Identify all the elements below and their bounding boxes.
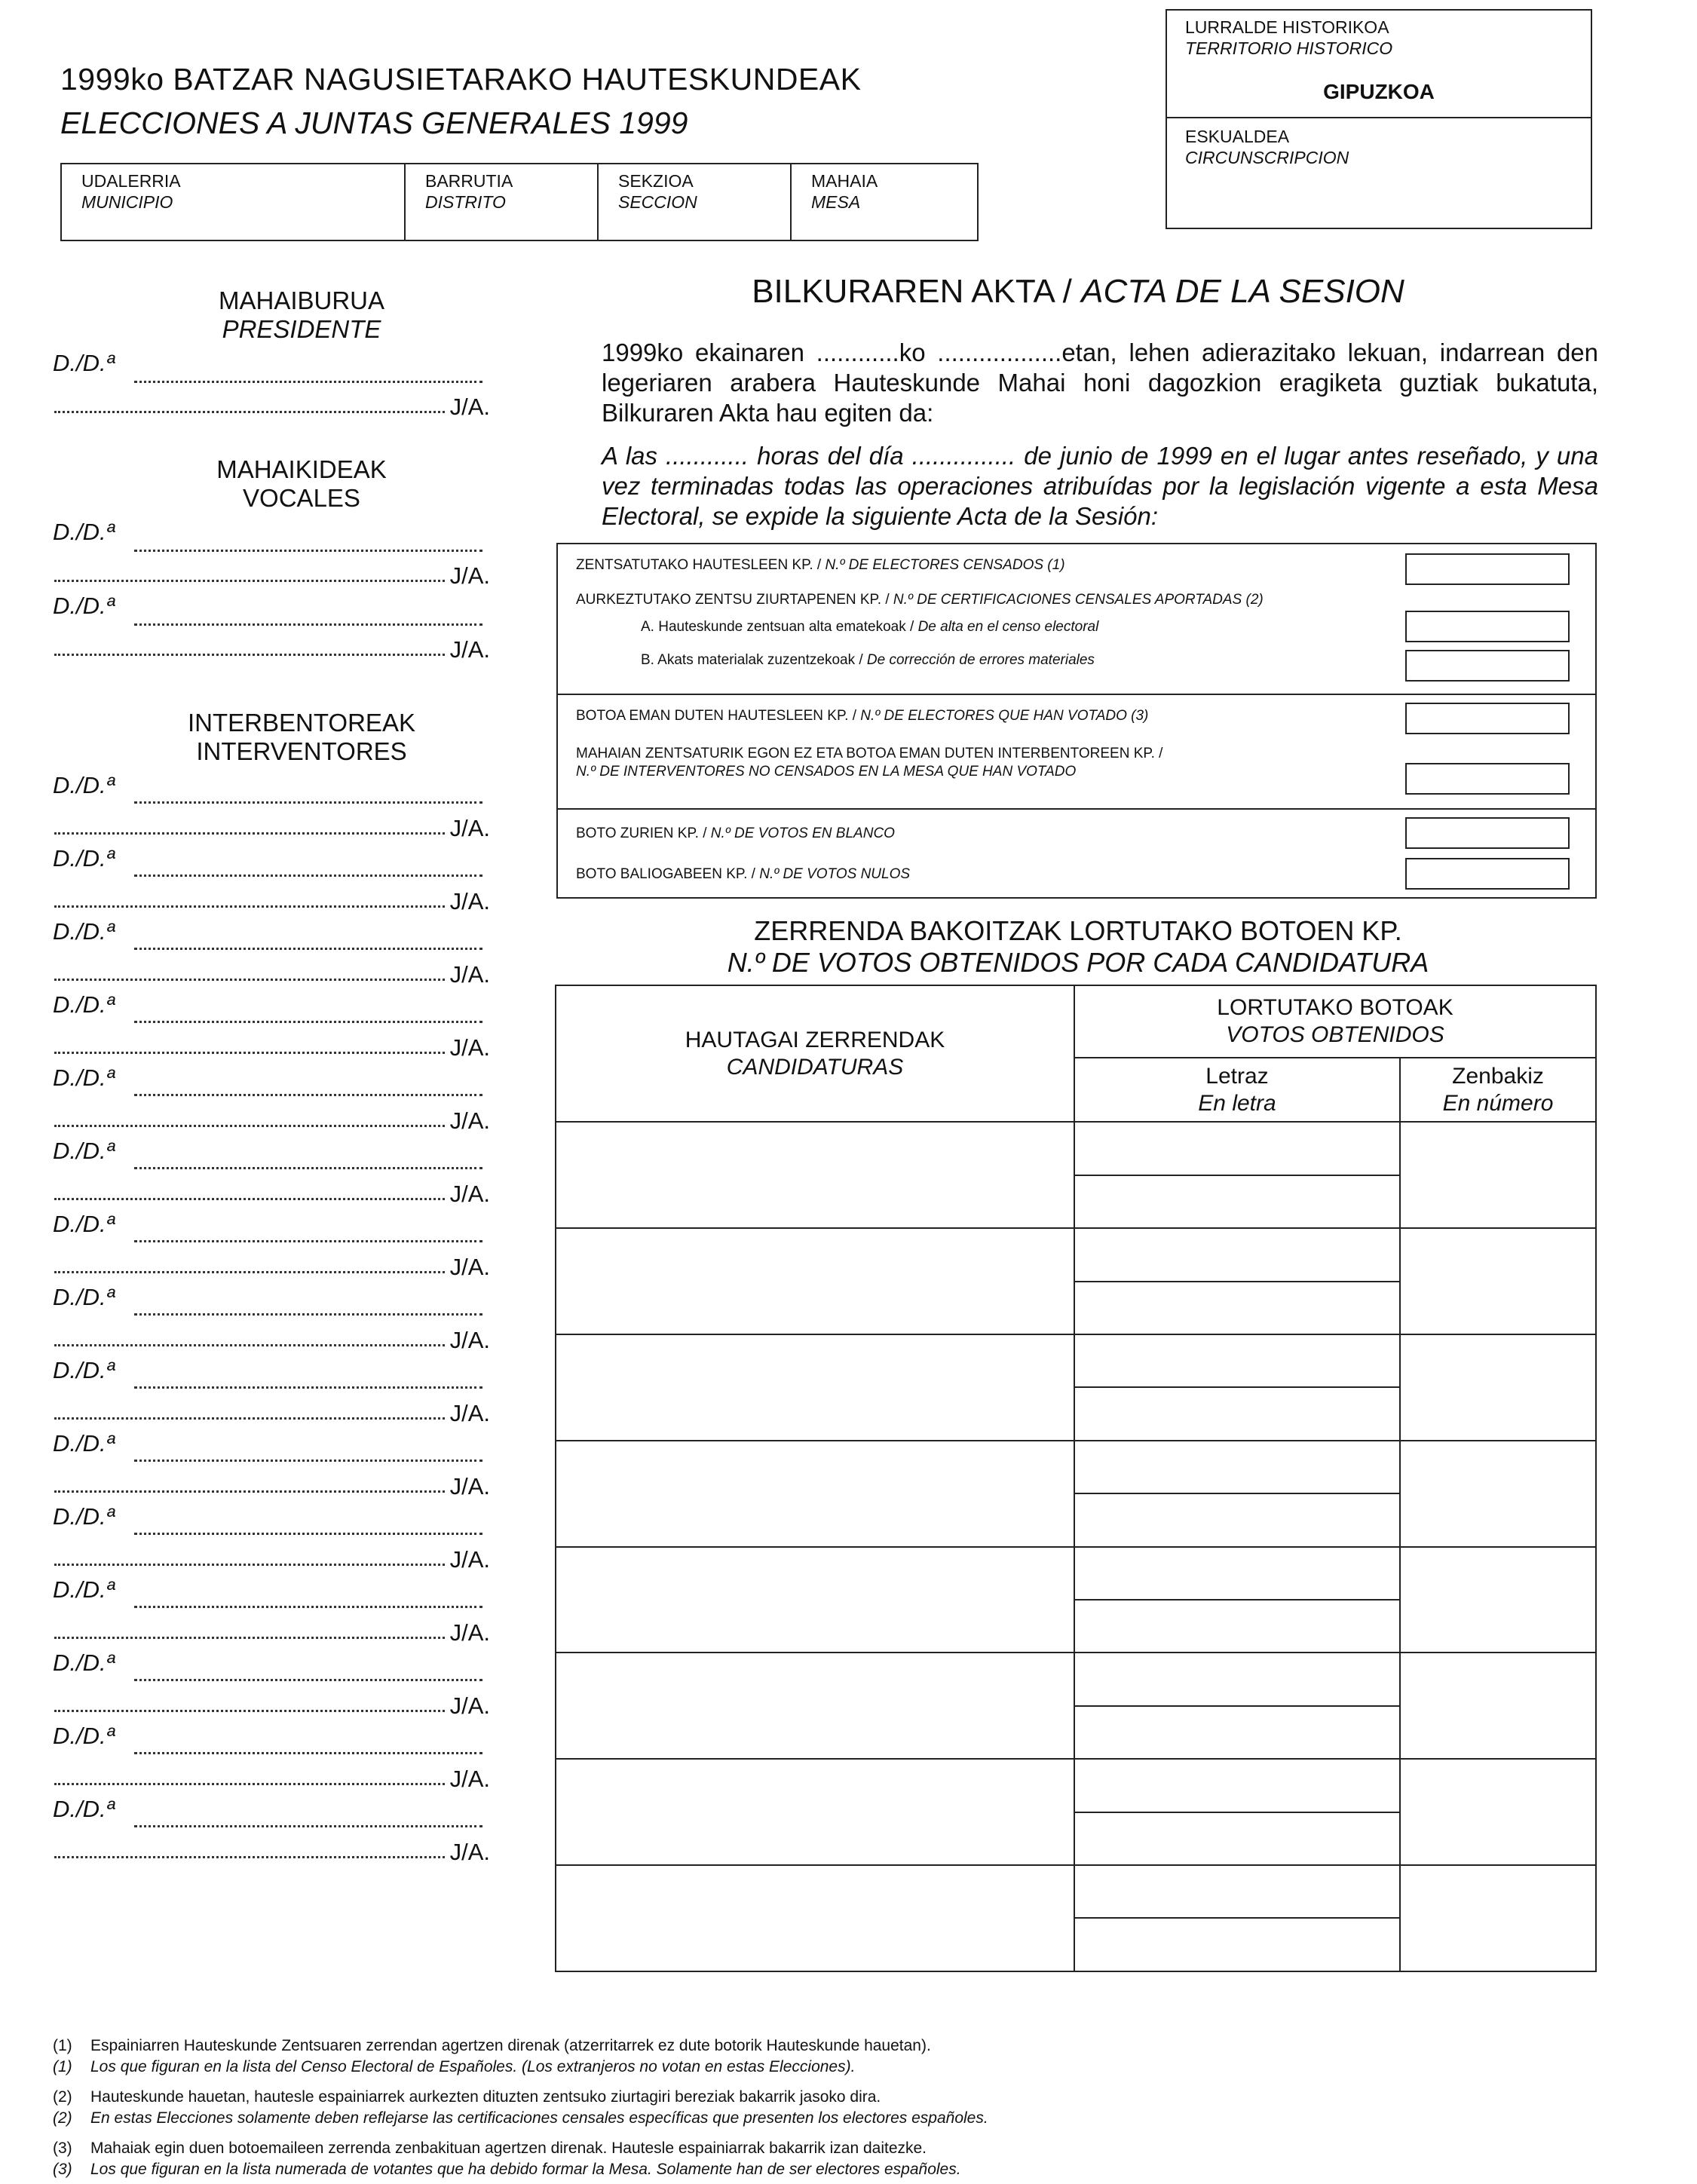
interventores-heading: INTERBENTOREAK INTERVENTORES: [188, 709, 415, 765]
territory-box: [1166, 9, 1592, 229]
signature-ja-line[interactable]: J/A.: [53, 1393, 490, 1427]
candidaturas-table: [555, 985, 1595, 1972]
footnote: (3) Mahaiak egin duen botoemaileen zerrenda zenbakituan agertzen direnak. Hautesle espainiarrak bakarrik izan daitezke.: [53, 2140, 927, 2157]
territory-value: GIPUZKOA: [1323, 80, 1435, 103]
candidatura-name-cell[interactable]: [556, 1865, 1074, 1971]
title-spanish: ELECCIONES A JUNTAS GENERALES 1999: [60, 106, 688, 140]
signature-ja-line[interactable]: J/A.: [53, 1174, 490, 1208]
votos-numero-cell[interactable]: [1400, 1547, 1596, 1653]
row-certificaciones: AURKEZTUTAKO ZENTSU ZIURTAPENEN KP. / N.º DE CERTIFICACIONES CENSALES APORTADAS (2): [576, 592, 1264, 608]
location-fields-table: [60, 163, 979, 241]
signature-name-line[interactable]: D./D.ª: [53, 915, 490, 954]
candidatura-name-cell[interactable]: [556, 1334, 1074, 1441]
signature-name-line[interactable]: D./D.ª: [53, 347, 490, 387]
footnote: (1) Los que figuran en la lista del Censo Electoral de Españoles. (Los extranjeros no votan en estas Elecciones).: [53, 2058, 856, 2075]
candidatura-name-cell[interactable]: [556, 1653, 1074, 1759]
field-circunscripcion[interactable]: ESKUALDEA CIRCUNSCRIPCION: [1185, 127, 1349, 167]
signature-name-line[interactable]: D./D.ª: [53, 1135, 490, 1174]
candidatura-name-cell[interactable]: [556, 1547, 1074, 1653]
signature-ja-line[interactable]: J/A.: [53, 1832, 490, 1866]
votos-letra-cell[interactable]: [1074, 1865, 1400, 1918]
signature-name-line[interactable]: D./D.ª: [53, 988, 490, 1028]
signature-name-line[interactable]: D./D.ª: [53, 1354, 490, 1393]
signature-name-line[interactable]: D./D.ª: [53, 1646, 490, 1686]
votos-letra-cell[interactable]: [1074, 1493, 1400, 1546]
blanco-input[interactable]: [1405, 817, 1570, 849]
votos-letra-cell[interactable]: [1074, 1441, 1400, 1493]
signature-name-line[interactable]: D./D.ª: [53, 842, 490, 881]
votos-letra-cell[interactable]: [1074, 1175, 1400, 1228]
votos-numero-cell[interactable]: [1400, 1228, 1596, 1334]
signature-ja-line[interactable]: J/A.: [53, 1320, 490, 1354]
signature-name-line[interactable]: D./D.ª: [53, 1281, 490, 1320]
signature-ja-line[interactable]: J/A.: [53, 1101, 490, 1135]
signature-name-line[interactable]: D./D.ª: [53, 1061, 490, 1101]
votos-letra-cell[interactable]: [1074, 1228, 1400, 1281]
signature-ja-line[interactable]: J/A.: [53, 1613, 490, 1646]
candidatura-name-cell[interactable]: [556, 1759, 1074, 1865]
row-cert-errores: B. Akats materialak zuzentzekoak / De corrección de errores materiales: [641, 652, 1095, 668]
signature-name-line[interactable]: D./D.ª: [53, 1208, 490, 1247]
signature-name-line[interactable]: D./D.ª: [53, 1573, 490, 1613]
row-cert-alta: A. Hauteskunde zentsuan alta ematekoak / De alta en el censo electoral: [641, 619, 1099, 635]
acta-title: BILKURAREN AKTA / ACTA DE LA SESION: [752, 273, 1404, 310]
signature-name-line[interactable]: D./D.ª: [53, 1500, 490, 1539]
acta-paragraph-spanish: A las ............ horas del día ............... de junio de 1999 en el lugar antes reseñado, y una vez terminadas todas las operaciones atribuídas por la legislación vigente a esta Mesa Electoral, se expide la siguiente Acta de la Sesión:: [602, 442, 1598, 530]
signature-column: [53, 286, 490, 1866]
cert-errores-input[interactable]: [1405, 650, 1570, 682]
votos-letra-cell[interactable]: [1074, 1653, 1400, 1705]
row-censados: ZENTSATUTAKO HAUTESLEEN KP. / N.º DE ELECTORES CENSADOS (1): [576, 557, 1065, 573]
footnote: (2) Hauteskunde hauetan, hautesle espainiarrek aurkezten dituzten zentsuko ziurtagiri bereziak bakarrik jasoko dira.: [53, 2088, 881, 2106]
candidatura-name-cell[interactable]: [556, 1441, 1074, 1547]
votos-letra-cell[interactable]: [1074, 1282, 1400, 1334]
votos-numero-cell[interactable]: [1400, 1334, 1596, 1441]
candidatura-name-cell[interactable]: [556, 1122, 1074, 1228]
footnote: (1) Espainiarren Hauteskunde Zentsuaren zerrendan agertzen direnak (atzerritarrek ez dute botorik Hauteskunde hauetan).: [53, 2037, 931, 2054]
counts-group-votos: [558, 810, 1595, 897]
col-candidaturas-header: HAUTAGAI ZERRENDAK CANDIDATURAS: [556, 985, 1074, 1122]
votos-letra-cell[interactable]: [1074, 1547, 1400, 1600]
candidaturas-title: ZERRENDA BAKOITZAK LORTUTAKO BOTOEN KP. N.º DE VOTOS OBTENIDOS POR CADA CANDIDATURA: [727, 915, 1429, 978]
footnote: (2) En estas Elecciones solamente deben reflejarse las certificaciones censales específicas que presenten los electores españoles.: [53, 2109, 988, 2127]
signature-name-line[interactable]: D./D.ª: [53, 1427, 490, 1466]
col-numero-header: Zenbakiz En número: [1400, 1058, 1596, 1122]
signature-ja-line[interactable]: J/A.: [53, 1028, 490, 1061]
field-municipio[interactable]: UDALERRIA MUNICIPIO: [62, 164, 406, 240]
votos-letra-cell[interactable]: [1074, 1706, 1400, 1759]
counts-group-censo: [558, 544, 1595, 695]
row-votado: BOTOA EMAN DUTEN HAUTESLEEN KP. / N.º DE ELECTORES QUE HAN VOTADO (3): [576, 708, 1149, 724]
row-blanco: BOTO ZURIEN KP. / N.º DE VOTOS EN BLANCO: [576, 826, 895, 841]
votos-letra-cell[interactable]: [1074, 1600, 1400, 1653]
votos-numero-cell[interactable]: [1400, 1122, 1596, 1228]
signature-ja-line[interactable]: J/A.: [53, 556, 490, 590]
signature-ja-line[interactable]: J/A.: [53, 1686, 490, 1720]
footnotes: [53, 2035, 1674, 2180]
col-votos-header: LORTUTAKO BOTOAK VOTOS OBTENIDOS: [1074, 985, 1596, 1058]
votos-numero-cell[interactable]: [1400, 1759, 1596, 1865]
vocales-heading: MAHAIKIDEAK VOCALES: [216, 455, 387, 512]
votos-letra-cell[interactable]: [1074, 1918, 1400, 1971]
president-heading: MAHAIBURUA PRESIDENTE: [218, 286, 385, 343]
field-mesa[interactable]: MAHAIA MESA: [811, 171, 878, 212]
votos-letra-cell[interactable]: [1074, 1334, 1400, 1387]
votos-letra-cell[interactable]: [1074, 1387, 1400, 1440]
signature-ja-line[interactable]: J/A.: [53, 1466, 490, 1500]
signature-name-line[interactable]: D./D.ª: [53, 516, 490, 556]
signature-ja-line[interactable]: J/A.: [53, 808, 490, 842]
signature-ja-line[interactable]: J/A.: [53, 1539, 490, 1573]
signature-name-line[interactable]: D./D.ª: [53, 769, 490, 808]
votos-numero-cell[interactable]: [1400, 1653, 1596, 1759]
col-letra-header: Letraz En letra: [1074, 1058, 1400, 1122]
footnote: (3) Los que figuran en la lista numerada de votantes que ha debido formar la Mesa. Solamente han de ser electores españoles.: [53, 2161, 961, 2178]
electors-counts-table: [556, 543, 1597, 899]
signature-ja-line[interactable]: J/A.: [53, 1759, 490, 1793]
nulos-input[interactable]: [1405, 858, 1570, 890]
censados-input[interactable]: [1405, 553, 1570, 585]
signature-ja-line[interactable]: J/A.: [53, 954, 490, 988]
votado-input[interactable]: [1405, 703, 1570, 734]
territorio-historico: LURRALDE HISTORIKOA TERRITORIO HISTORICO GIPUZKOA: [1167, 11, 1591, 118]
votos-numero-cell[interactable]: [1400, 1441, 1596, 1547]
interventores-votado-input[interactable]: [1405, 763, 1570, 795]
row-interventores-votado: MAHAIAN ZENTSATURIK EGON EZ ETA BOTOA EMAN DUTEN INTERBENTOREEN KP. / N.º DE INTERVENTORES NO CENSADOS EN LA MESA QUE HAN VOTADO: [576, 746, 1163, 780]
signature-ja-line[interactable]: J/A.: [53, 1247, 490, 1281]
votos-letra-cell[interactable]: [1074, 1122, 1400, 1175]
row-nulos: BOTO BALIOGABEEN KP. / N.º DE VOTOS NULOS: [576, 866, 911, 882]
signature-ja-line[interactable]: J/A.: [53, 387, 490, 421]
acta-paragraph-basque: 1999ko ekainaren ............ko ..................etan, lehen adierazitako lekuan, indarrean den legeriaren arabera Hauteskunde Mahai honi dagozkion eragiketa guztiak bukatuta, Bilkuraren Akta hau egiten da:: [602, 338, 1598, 427]
counts-group-votantes: [558, 695, 1595, 810]
signature-name-line[interactable]: D./D.ª: [53, 1720, 490, 1759]
signature-ja-line[interactable]: J/A.: [53, 630, 490, 663]
cert-alta-input[interactable]: [1405, 611, 1570, 642]
candidatura-name-cell[interactable]: [556, 1228, 1074, 1334]
signature-name-line[interactable]: D./D.ª: [53, 1793, 490, 1832]
field-distrito[interactable]: BARRUTIA DISTRITO: [406, 164, 599, 240]
votos-letra-cell[interactable]: [1074, 1812, 1400, 1865]
signature-ja-line[interactable]: J/A.: [53, 881, 490, 915]
title-basque: 1999ko BATZAR NAGUSIETARAKO HAUTESKUNDEAK: [60, 62, 862, 96]
votos-letra-cell[interactable]: [1074, 1759, 1400, 1812]
signature-name-line[interactable]: D./D.ª: [53, 590, 490, 630]
field-seccion[interactable]: SEKZIOA SECCION: [599, 164, 792, 240]
votos-numero-cell[interactable]: [1400, 1865, 1596, 1971]
